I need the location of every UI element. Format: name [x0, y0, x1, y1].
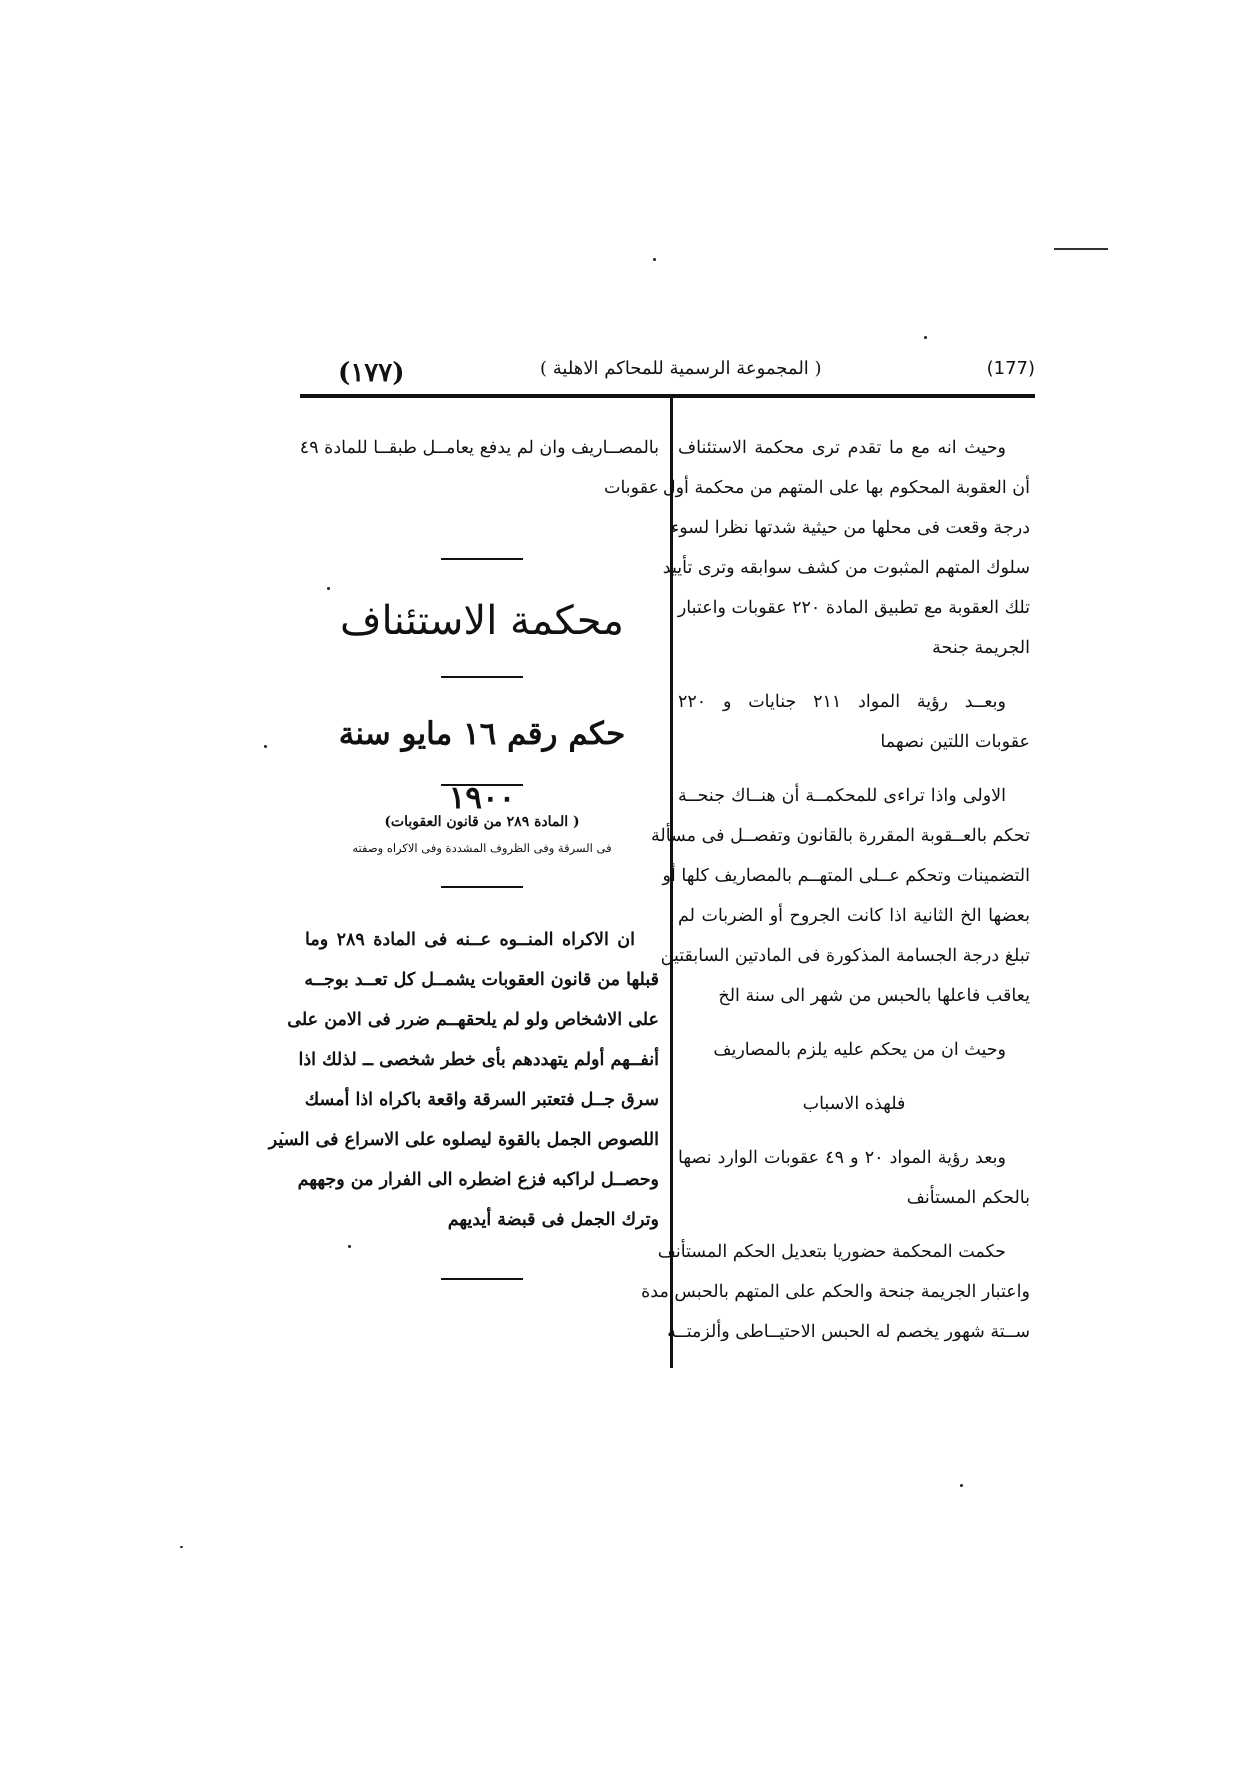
text-line: الجريمة جنحة	[932, 638, 1030, 658]
text-line: وبعــد رؤية المواد ٢١١ جنايات و ٢٢٠	[678, 692, 1006, 712]
text-line: وحيث ان من يحكم عليه يلزم بالمصاريف	[713, 1040, 1006, 1060]
article-subtitle: فى السرقة وفى الظروف المشددة وفى الاكراه وصفته	[352, 841, 612, 855]
section-heading: فلهذه الاسباب	[802, 1094, 906, 1114]
margin-rule	[1054, 248, 1108, 250]
text-line: بالمصــاريف وان لم يدفع يعامــل طبقــا للمادة ٤٩	[299, 438, 659, 458]
separator-rule	[441, 1278, 523, 1280]
text-line: وحيث انه مع ما تقدم ترى محكمة الاستئناف	[678, 438, 1006, 458]
page-number-arabic: (١٧٧)	[338, 358, 405, 388]
header-rule	[300, 394, 1035, 398]
left-column	[268, 428, 659, 1280]
text-line: درجة وقعت فى محلها من حيثية شدتها نظرا لسوء	[670, 518, 1030, 538]
text-line: عقوبات اللتين نصهما	[880, 732, 1030, 752]
text-line: يعاقب فاعلها بالحبس من شهر الى سنة الخ	[718, 986, 1030, 1006]
text-line: التضمينات وتحكم عــلى المتهــم بالمصاريف كلها أو	[662, 866, 1030, 886]
text-line: حكمت المحكمة حضوريا بتعديل الحكم المستأنف	[657, 1242, 1006, 1262]
scan-speck	[264, 745, 267, 748]
text-line: واعتبار الجريمة جنحة والحكم على المتهم بالحبس مدة	[641, 1282, 1030, 1302]
page-header	[300, 358, 1035, 388]
article-note: ( المادة ٢٨٩ من قانون العقوبات)	[384, 814, 580, 830]
scan-speck	[960, 1484, 963, 1487]
scan-speck	[180, 1546, 183, 1548]
text-line: سرق جــل فتعتبر السرقة واقعة باكراه اذا أمسك	[304, 1090, 659, 1110]
text-line: تبلغ درجة الجسامة المذكورة فى المادتين السابقتين	[660, 946, 1030, 966]
text-line: قبلها من قانون العقوبات يشمــل كل تعــد بوجــه	[304, 970, 659, 990]
text-line: وحصــل لراكبه فزع اضطره الى الفرار من وجههم	[297, 1170, 659, 1190]
text-line: اللصوص الجمل بالقوة ليصلوه على الاسراع فى السير	[268, 1130, 659, 1150]
text-line: على الاشخاص ولو لم يلحقهــم ضرر فى الامن على	[287, 1010, 659, 1030]
page-number-latin: (177)	[986, 358, 1035, 379]
right-column	[641, 428, 1030, 1352]
text-line: تلك العقوبة مع تطبيق المادة ٢٢٠ عقوبات واعتبار	[677, 598, 1030, 618]
text-line: وترك الجمل فى قبضة أيديهم	[447, 1210, 659, 1230]
text-line: تحكم بالعــقوبة المقررة بالقانون وتفصــل فى مسألة	[651, 826, 1030, 846]
court-title: محكمة الاستئناف	[340, 598, 624, 644]
scan-speck	[924, 336, 927, 339]
text-line: بعضها الخ الثانية اذا كانت الجروح أو الضربات لم	[678, 906, 1030, 926]
text-line: ان الاكراه المنــوه عــنه فى المادة ٢٨٩ وما	[305, 930, 636, 950]
text-line: بالحكم المستأنف	[906, 1188, 1030, 1208]
ruling-title: حكم رقم ١٦ مايو سنة ١٩٠٠	[338, 716, 626, 816]
text-line: ســتة شهور يخصم له الحبس الاحتيــاطى وألزمتــه	[667, 1322, 1030, 1342]
text-line: الاولى واذا تراءى للمحكمــة أن هنــاك جنحــة	[678, 786, 1006, 806]
running-title: ( المجموعة الرسمية للمحاكم الاهلية )	[540, 358, 822, 379]
text-line: أن العقوبة المحكوم بها على المتهم من محكمة أول	[662, 478, 1030, 498]
text-line: وبعد رؤية المواد ٢٠ و ٤٩ عقوبات الوارد نصها	[678, 1148, 1006, 1168]
text-line: عقوبات	[603, 478, 659, 498]
scan-speck	[653, 258, 656, 261]
text-line: أنفــهم أولم يتهددهم بأى خطر شخصى ــ لذلك اذا	[298, 1050, 659, 1070]
text-line: سلوك المتهم المثبوت من كشف سوابقه وترى تأييد	[662, 558, 1030, 578]
